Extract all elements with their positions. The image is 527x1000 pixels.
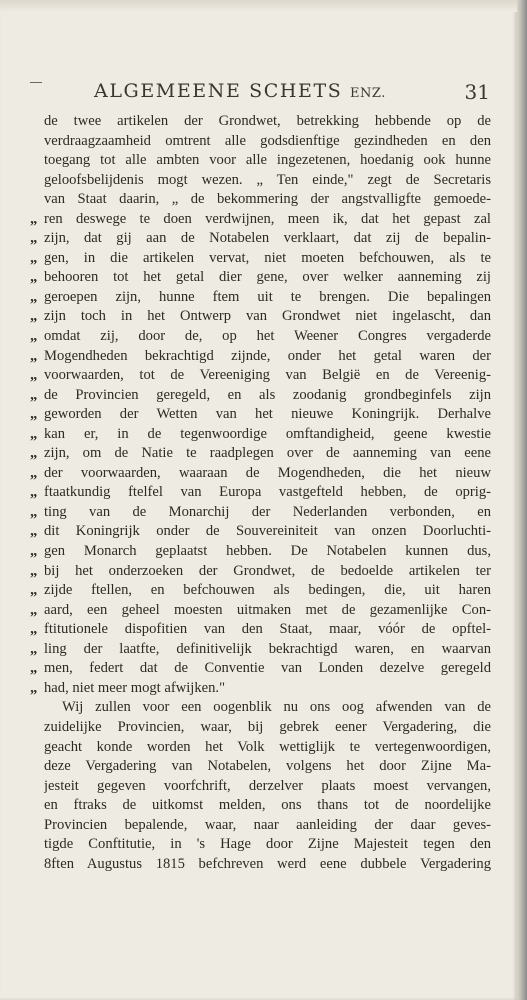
quote-mark: „	[30, 464, 38, 481]
head-rule	[30, 82, 42, 83]
running-head	[30, 80, 490, 106]
line-text: ren deswege te doen verdwijnen, meen ik, dat het gepast zal	[44, 210, 491, 227]
text-line	[30, 229, 491, 249]
line-text: Mogendheden bekrachtigd zijnde, onder het getal waren der	[44, 347, 491, 364]
line-text: voorwaarden, tot de Vereeniging van België en de Vereenig-	[44, 367, 491, 384]
quote-mark: „	[30, 445, 38, 462]
text-line	[30, 601, 491, 621]
text-line	[30, 347, 491, 367]
line-text: omdat zij, door de, op het Weener Congres vergaderde	[44, 328, 491, 345]
text-line	[30, 288, 491, 308]
line-text: 8ften Augustus 1815 befchreven werd eene dubbele Vergadering	[44, 855, 491, 872]
text-line	[30, 698, 491, 718]
quote-mark: „	[30, 367, 38, 384]
line-text: geroepen zijn, hunne ftem uit te brengen. Die bepalingen	[44, 288, 491, 305]
text-line	[30, 503, 491, 523]
line-text: gen, in die artikelen vervat, niet moeten befchouwen, als te	[44, 249, 491, 266]
text-line	[30, 268, 491, 288]
text-line	[30, 405, 491, 425]
line-text: tigde Conftitutie, in 's Hage door Zijne Majesteit tegen den	[44, 836, 491, 853]
text-line	[30, 855, 491, 875]
line-text: zijn, dat gij aan de Notabelen verklaart, dat zij de bepalin-	[44, 230, 491, 247]
text-line	[30, 542, 491, 562]
text-line	[30, 483, 491, 503]
quote-mark: „	[30, 582, 38, 599]
quote-mark: „	[30, 386, 38, 403]
quote-mark: „	[30, 660, 38, 677]
page-number: 31	[464, 80, 490, 104]
text-line	[30, 620, 491, 640]
line-text: van Staat daarin, „ de bekommering der angstvalligfte gemoede-	[44, 191, 491, 208]
quote-mark: „	[30, 347, 38, 364]
text-line	[30, 210, 491, 230]
text-line	[30, 112, 491, 132]
running-head-abbrev: ENZ.	[350, 86, 386, 101]
quote-mark: „	[30, 543, 38, 560]
text-line	[30, 386, 491, 406]
page-right-edge	[517, 0, 527, 1000]
text-line	[30, 366, 491, 386]
line-text: de Provincien geregeld, en als zoodanig grondbeginfels zijn	[44, 386, 491, 403]
line-text: geworden der Wetten van het nieuwe Koningrijk. Derhalve	[44, 406, 491, 423]
line-text: dit Koningrijk onder de Souvereiniteit van onzen Doorluchti-	[44, 523, 491, 540]
quote-mark: „	[30, 523, 38, 540]
line-text: ftitutionele dispofitien van den Staat, maar, vóór de opftel-	[44, 621, 491, 638]
line-text: kan er, in de tegenwoordige omftandigheid, geene kwestie	[44, 425, 491, 442]
line-text: aard, een geheel moesten uitmaken met de gezamenlijke Con-	[44, 601, 491, 618]
quote-mark: „	[30, 425, 38, 442]
line-text: geacht konde worden het Volk wettiglijk te vertegenwoordigen,	[44, 738, 491, 755]
text-line	[30, 132, 491, 152]
text-line	[30, 327, 491, 347]
text-line	[30, 718, 491, 738]
text-line	[30, 522, 491, 542]
line-text: ling der laatfte, definitivelijk bekrachtigd waren, en waarvan	[44, 640, 491, 657]
quote-mark: „	[30, 679, 38, 696]
text-line	[30, 659, 491, 679]
line-text: verdraagzaamheid omtrent alle godsdienftige gezindheden en den	[44, 132, 491, 149]
line-text: Wij zullen voor een oogenblik nu ons oog afwenden van de	[62, 699, 491, 716]
quote-mark: „	[30, 269, 38, 286]
line-text: ftaatkundig ftelfel van Europa vastgefteld hebben, de oprig-	[44, 484, 491, 501]
quote-mark: „	[30, 484, 38, 501]
quote-mark: „	[30, 640, 38, 657]
text-line	[30, 679, 491, 699]
line-text: de twee artikelen der Grondwet, betrekking hebbende op de	[44, 113, 491, 129]
body-text	[30, 112, 491, 874]
text-line	[30, 640, 491, 660]
text-line	[30, 425, 491, 445]
text-line	[30, 444, 491, 464]
text-line	[30, 307, 491, 327]
quote-mark: „	[30, 328, 38, 345]
quote-mark: „	[30, 406, 38, 423]
text-line	[30, 835, 491, 855]
line-text: had, niet meer mogt afwijken."	[44, 679, 226, 696]
quote-mark: „	[30, 601, 38, 618]
line-text: geloofsbelijdenis mogt wezen. „ Ten einde," zegt de Secretaris	[44, 171, 491, 188]
text-line	[30, 757, 491, 777]
line-text: der voorwaarden, waaraan de Mogendheden, die het nieuw	[44, 464, 491, 481]
line-text: zijn toch in het Ontwerp van Grondwet niet ingelascht, dan	[44, 308, 491, 325]
text-line	[30, 581, 491, 601]
text-line	[30, 171, 491, 191]
line-text: behooren tot het getal dier gene, over welker aanneming zij	[44, 269, 491, 286]
line-text: toegang tot alle ambten voor alle ingezetenen, hoedanig ook hunne	[44, 152, 491, 169]
running-head-title	[94, 80, 386, 102]
line-text: men, federt dat de Conventie van Londen dezelve geregeld	[44, 660, 491, 677]
quote-mark: „	[30, 288, 38, 305]
line-text: zijde ftellen, en befchouwen als bedingen, die, uit haren	[44, 582, 491, 599]
line-text: en ftraks de uitkomst melden, ons thans tot de noordelijke	[44, 797, 491, 814]
text-line	[30, 562, 491, 582]
text-line	[30, 190, 491, 210]
quote-mark: „	[30, 249, 38, 266]
quote-mark: „	[30, 621, 38, 638]
text-line	[30, 151, 491, 171]
text-line	[30, 816, 491, 836]
line-text: Provincien bepalende, waar, naar aanleiding der daar geves-	[44, 816, 491, 833]
text-line	[30, 796, 491, 816]
text-line	[30, 464, 491, 484]
quote-mark: „	[30, 230, 38, 247]
quote-mark: „	[30, 562, 38, 579]
text-line	[30, 738, 491, 758]
quote-mark: „	[30, 210, 38, 227]
line-text: bij het onderzoeken der Grondwet, de bedoelde artikelen ter	[44, 562, 491, 579]
line-text: ting van de Monarchij der Nederlanden verbonden, en	[44, 503, 491, 520]
quote-mark: „	[30, 308, 38, 325]
line-text: deze Vergadering van Notabelen, volgens het door Zijne Ma-	[44, 758, 491, 775]
line-text: jesteit gegeven voorfchrift, derzelver plaats moest vervangen,	[44, 777, 491, 794]
page-top-edge	[0, 0, 517, 12]
running-head-title-text: ALGEMEENE SCHETS	[94, 80, 343, 102]
line-text: zijn, om de Natie te raadplegen over de aanneming van eene	[44, 445, 491, 462]
line-text: gen Monarch geplaatst hebben. De Notabelen kunnen dus,	[44, 543, 491, 560]
line-text: zuidelijke Provincien, waar, bij gebrek eener Vergadering, die	[44, 718, 491, 735]
text-line	[30, 249, 491, 269]
text-line	[30, 777, 491, 797]
quote-mark: „	[30, 503, 38, 520]
